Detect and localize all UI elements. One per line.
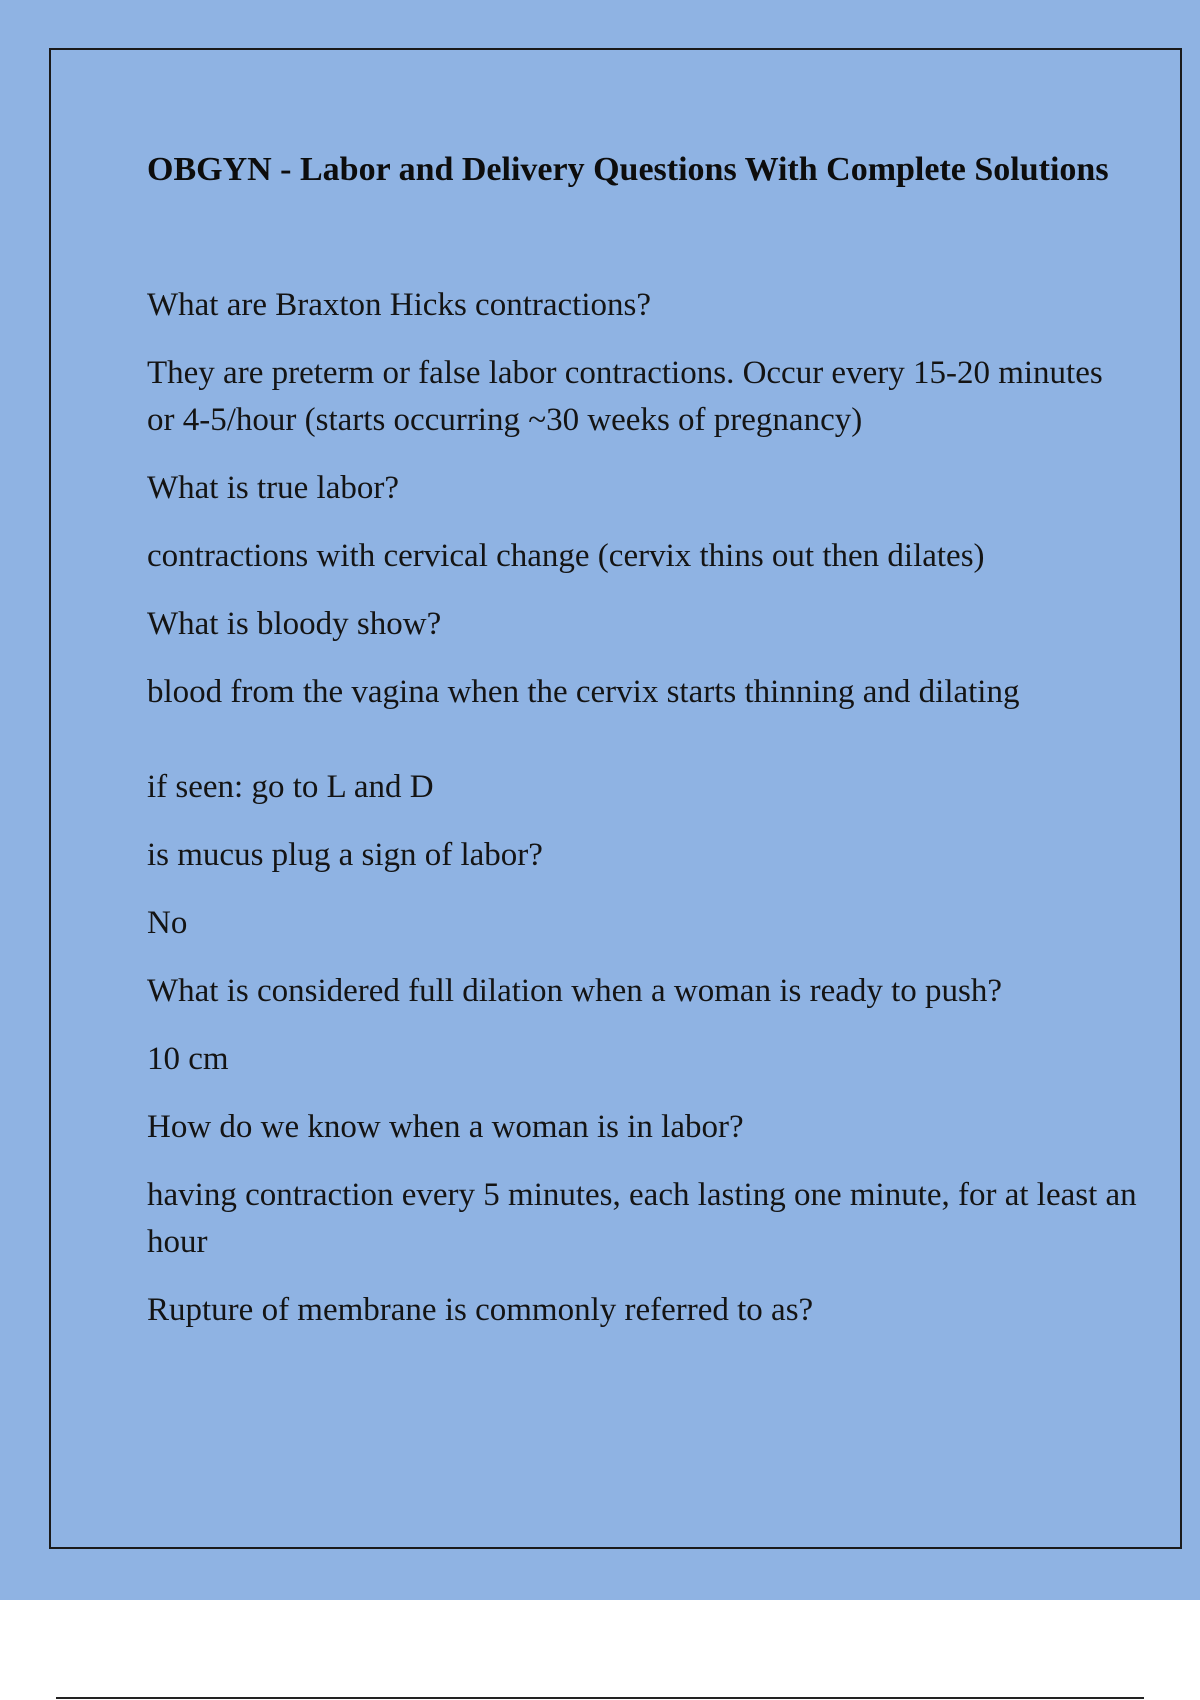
answer-note-line: if seen: go to L and D xyxy=(147,769,434,805)
bottom-divider xyxy=(56,1697,1144,1699)
question-line: What is true labor? xyxy=(147,470,399,506)
document-body xyxy=(147,146,1137,1355)
document-frame xyxy=(49,48,1182,1549)
answer-line: 10 cm xyxy=(147,1041,229,1077)
question-line: What is considered full dilation when a woman is ready to push? xyxy=(147,973,1003,1009)
question-line: What are Braxton Hicks contractions? xyxy=(147,287,651,323)
question-line: What is bloody show? xyxy=(147,606,442,642)
answer-line: blood from the vagina when the cervix starts thinning and dilating xyxy=(147,674,1020,710)
answer-line: They are preterm or false labor contractions. Occur every 15-20 minutes or 4-5/hour (starts occurring ~30 weeks of pregnancy) xyxy=(147,355,1103,438)
answer-line: No xyxy=(147,905,188,941)
question-line: Rupture of membrane is commonly referred to as? xyxy=(147,1292,814,1328)
question-line: How do we know when a woman is in labor? xyxy=(147,1109,744,1145)
qa-list xyxy=(147,282,1137,1334)
question-line: is mucus plug a sign of labor? xyxy=(147,837,543,873)
answer-line: contractions with cervical change (cervix thins out then dilates) xyxy=(147,538,985,574)
answer-line: having contraction every 5 minutes, each lasting one minute, for at least an hour xyxy=(147,1177,1137,1260)
document-title: OBGYN - Labor and Delivery Questions With Complete Solutions xyxy=(147,151,1109,188)
